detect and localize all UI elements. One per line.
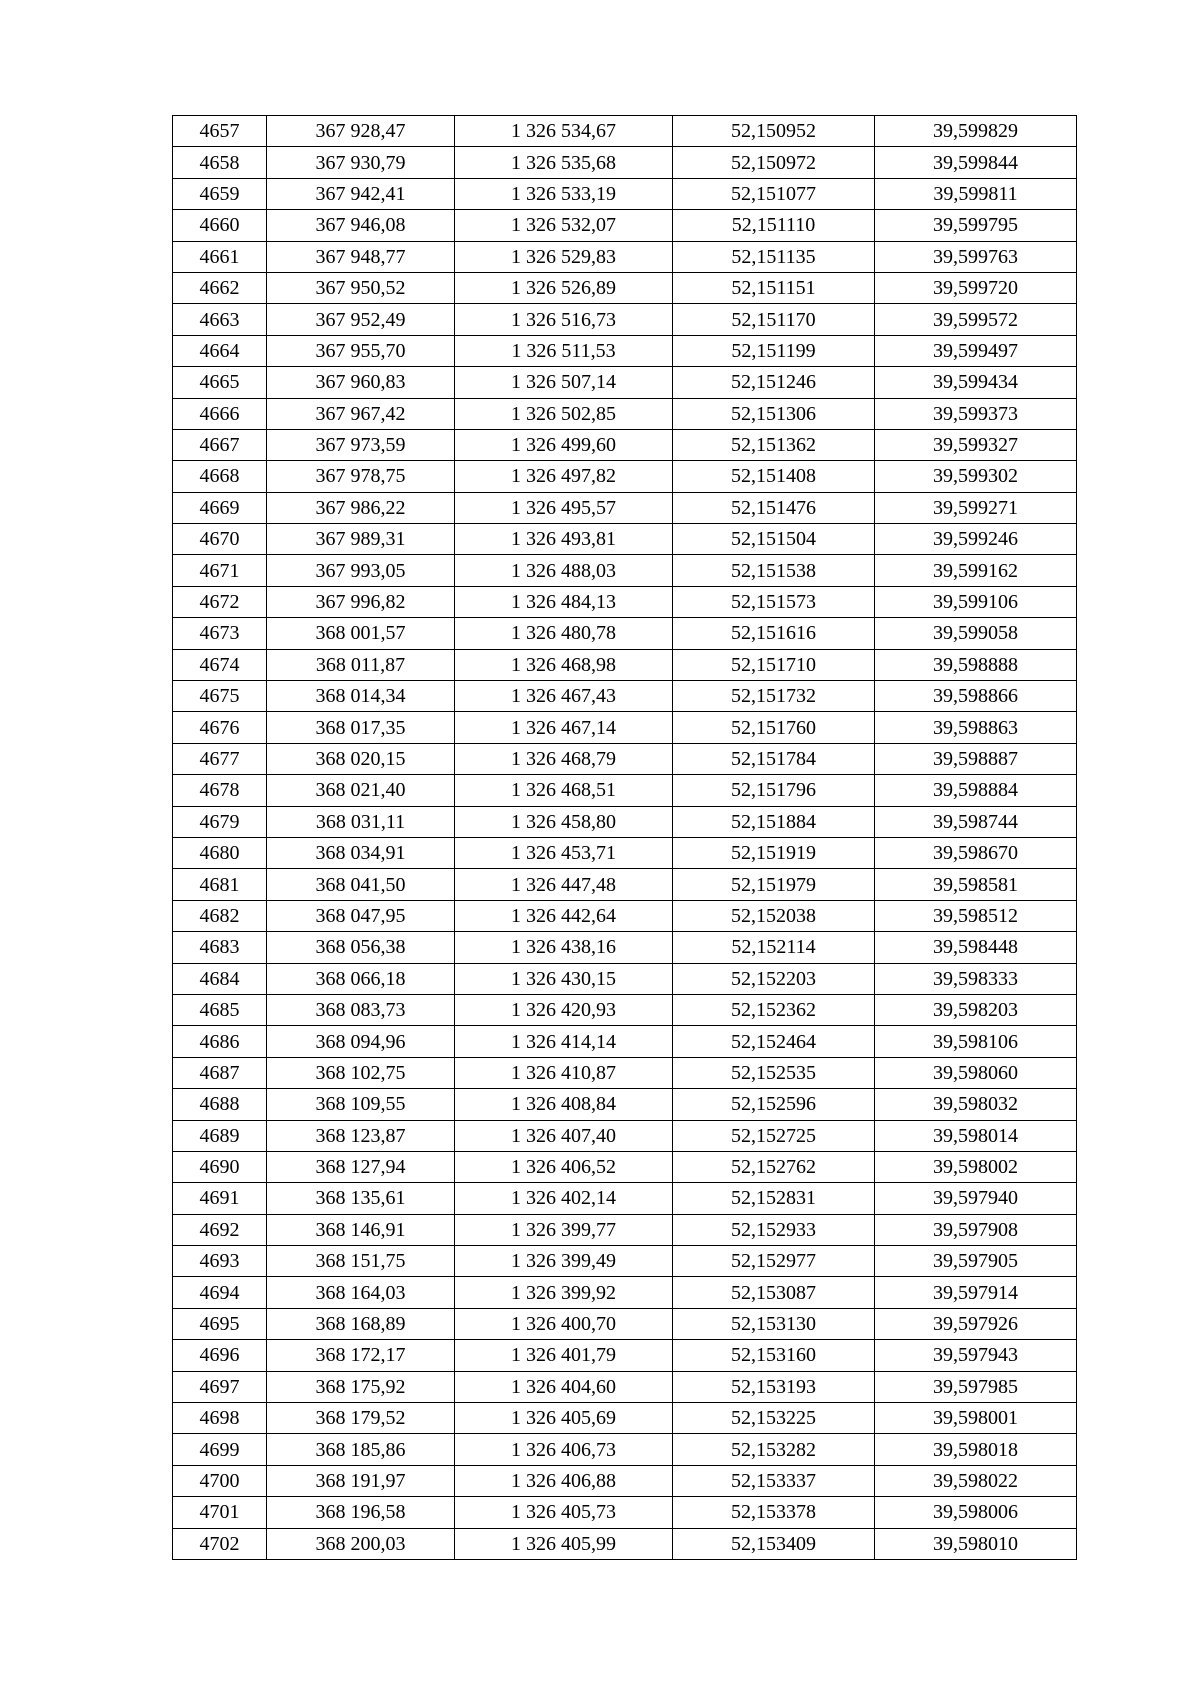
x-coordinate-cell: 367 986,22 [267,492,455,523]
longitude-cell: 39,598863 [875,712,1077,743]
longitude-cell: 39,599572 [875,304,1077,335]
table-row [173,837,1077,868]
table-row [173,210,1077,241]
x-coordinate-cell: 368 083,73 [267,994,455,1025]
longitude-cell: 39,597940 [875,1183,1077,1214]
table-row [173,1403,1077,1434]
longitude-cell: 39,598581 [875,869,1077,900]
longitude-cell: 39,599844 [875,147,1077,178]
longitude-cell: 39,598670 [875,837,1077,868]
y-coordinate-cell: 1 326 484,13 [455,586,673,617]
longitude-cell: 39,599373 [875,398,1077,429]
x-coordinate-cell: 368 172,17 [267,1340,455,1371]
x-coordinate-cell: 368 094,96 [267,1026,455,1057]
x-coordinate-cell: 367 952,49 [267,304,455,335]
y-coordinate-cell: 1 326 532,07 [455,210,673,241]
x-coordinate-cell: 368 001,57 [267,618,455,649]
point-number-cell: 4671 [173,555,267,586]
x-coordinate-cell: 368 047,95 [267,900,455,931]
x-coordinate-cell: 367 946,08 [267,210,455,241]
latitude-cell: 52,152535 [673,1057,875,1088]
longitude-cell: 39,598866 [875,681,1077,712]
y-coordinate-cell: 1 326 529,83 [455,241,673,272]
latitude-cell: 52,150972 [673,147,875,178]
x-coordinate-cell: 368 146,91 [267,1214,455,1245]
table-row [173,461,1077,492]
table-row [173,712,1077,743]
point-number-cell: 4693 [173,1246,267,1277]
y-coordinate-cell: 1 326 534,67 [455,116,673,147]
point-number-cell: 4698 [173,1403,267,1434]
y-coordinate-cell: 1 326 480,78 [455,618,673,649]
longitude-cell: 39,598032 [875,1089,1077,1120]
latitude-cell: 52,151504 [673,524,875,555]
point-number-cell: 4658 [173,147,267,178]
latitude-cell: 52,152977 [673,1246,875,1277]
point-number-cell: 4679 [173,806,267,837]
latitude-cell: 52,153160 [673,1340,875,1371]
point-number-cell: 4702 [173,1528,267,1559]
table-row [173,1371,1077,1402]
y-coordinate-cell: 1 326 516,73 [455,304,673,335]
longitude-cell: 39,598106 [875,1026,1077,1057]
table-row [173,335,1077,366]
table-row [173,1465,1077,1496]
table-row [173,1340,1077,1371]
x-coordinate-cell: 368 191,97 [267,1465,455,1496]
point-number-cell: 4697 [173,1371,267,1402]
longitude-cell: 39,599162 [875,555,1077,586]
table-row [173,932,1077,963]
point-number-cell: 4691 [173,1183,267,1214]
latitude-cell: 52,151796 [673,775,875,806]
x-coordinate-cell: 368 200,03 [267,1528,455,1559]
table-row [173,743,1077,774]
point-number-cell: 4692 [173,1214,267,1245]
latitude-cell: 52,152762 [673,1151,875,1182]
y-coordinate-cell: 1 326 468,79 [455,743,673,774]
x-coordinate-cell: 367 930,79 [267,147,455,178]
table-row [173,1026,1077,1057]
longitude-cell: 39,598001 [875,1403,1077,1434]
latitude-cell: 52,151362 [673,429,875,460]
table-row [173,994,1077,1025]
y-coordinate-cell: 1 326 430,15 [455,963,673,994]
y-coordinate-cell: 1 326 406,88 [455,1465,673,1496]
point-number-cell: 4674 [173,649,267,680]
coordinates-table [172,115,1077,1560]
point-number-cell: 4683 [173,932,267,963]
y-coordinate-cell: 1 326 406,73 [455,1434,673,1465]
y-coordinate-cell: 1 326 408,84 [455,1089,673,1120]
y-coordinate-cell: 1 326 414,14 [455,1026,673,1057]
latitude-cell: 52,151919 [673,837,875,868]
point-number-cell: 4699 [173,1434,267,1465]
x-coordinate-cell: 368 017,35 [267,712,455,743]
longitude-cell: 39,599327 [875,429,1077,460]
x-coordinate-cell: 368 056,38 [267,932,455,963]
x-coordinate-cell: 368 020,15 [267,743,455,774]
point-number-cell: 4677 [173,743,267,774]
latitude-cell: 52,152203 [673,963,875,994]
y-coordinate-cell: 1 326 402,14 [455,1183,673,1214]
longitude-cell: 39,598002 [875,1151,1077,1182]
table-row [173,147,1077,178]
y-coordinate-cell: 1 326 458,80 [455,806,673,837]
longitude-cell: 39,598888 [875,649,1077,680]
longitude-cell: 39,597914 [875,1277,1077,1308]
longitude-cell: 39,599497 [875,335,1077,366]
y-coordinate-cell: 1 326 399,49 [455,1246,673,1277]
x-coordinate-cell: 368 185,86 [267,1434,455,1465]
latitude-cell: 52,152038 [673,900,875,931]
point-number-cell: 4685 [173,994,267,1025]
latitude-cell: 52,153337 [673,1465,875,1496]
point-number-cell: 4675 [173,681,267,712]
y-coordinate-cell: 1 326 468,98 [455,649,673,680]
latitude-cell: 52,151760 [673,712,875,743]
table-row [173,1120,1077,1151]
y-coordinate-cell: 1 326 399,77 [455,1214,673,1245]
longitude-cell: 39,598018 [875,1434,1077,1465]
y-coordinate-cell: 1 326 438,16 [455,932,673,963]
latitude-cell: 52,151246 [673,367,875,398]
x-coordinate-cell: 368 011,87 [267,649,455,680]
table-row [173,1308,1077,1339]
latitude-cell: 52,151135 [673,241,875,272]
table-row [173,649,1077,680]
longitude-cell: 39,598884 [875,775,1077,806]
table-row [173,1183,1077,1214]
latitude-cell: 52,151408 [673,461,875,492]
x-coordinate-cell: 367 973,59 [267,429,455,460]
y-coordinate-cell: 1 326 526,89 [455,272,673,303]
table-row [173,304,1077,335]
x-coordinate-cell: 367 993,05 [267,555,455,586]
longitude-cell: 39,597943 [875,1340,1077,1371]
point-number-cell: 4657 [173,116,267,147]
longitude-cell: 39,597908 [875,1214,1077,1245]
latitude-cell: 52,153087 [673,1277,875,1308]
y-coordinate-cell: 1 326 405,73 [455,1497,673,1528]
x-coordinate-cell: 368 175,92 [267,1371,455,1402]
x-coordinate-cell: 367 967,42 [267,398,455,429]
table-row [173,367,1077,398]
table-row [173,963,1077,994]
longitude-cell: 39,597926 [875,1308,1077,1339]
y-coordinate-cell: 1 326 497,82 [455,461,673,492]
y-coordinate-cell: 1 326 533,19 [455,178,673,209]
latitude-cell: 52,151077 [673,178,875,209]
x-coordinate-cell: 368 135,61 [267,1183,455,1214]
x-coordinate-cell: 367 996,82 [267,586,455,617]
latitude-cell: 52,153282 [673,1434,875,1465]
x-coordinate-cell: 368 041,50 [267,869,455,900]
x-coordinate-cell: 367 942,41 [267,178,455,209]
x-coordinate-cell: 368 014,34 [267,681,455,712]
longitude-cell: 39,598060 [875,1057,1077,1088]
table-row [173,492,1077,523]
y-coordinate-cell: 1 326 507,14 [455,367,673,398]
point-number-cell: 4666 [173,398,267,429]
y-coordinate-cell: 1 326 468,51 [455,775,673,806]
longitude-cell: 39,597905 [875,1246,1077,1277]
longitude-cell: 39,599434 [875,367,1077,398]
longitude-cell: 39,599271 [875,492,1077,523]
x-coordinate-cell: 368 123,87 [267,1120,455,1151]
x-coordinate-cell: 368 102,75 [267,1057,455,1088]
point-number-cell: 4695 [173,1308,267,1339]
y-coordinate-cell: 1 326 467,14 [455,712,673,743]
y-coordinate-cell: 1 326 406,52 [455,1151,673,1182]
point-number-cell: 4672 [173,586,267,617]
table-row [173,775,1077,806]
y-coordinate-cell: 1 326 442,64 [455,900,673,931]
point-number-cell: 4676 [173,712,267,743]
point-number-cell: 4696 [173,1340,267,1371]
longitude-cell: 39,599058 [875,618,1077,649]
y-coordinate-cell: 1 326 405,99 [455,1528,673,1559]
point-number-cell: 4688 [173,1089,267,1120]
x-coordinate-cell: 368 164,03 [267,1277,455,1308]
y-coordinate-cell: 1 326 467,43 [455,681,673,712]
latitude-cell: 52,151979 [673,869,875,900]
x-coordinate-cell: 367 989,31 [267,524,455,555]
table-row [173,1057,1077,1088]
point-number-cell: 4660 [173,210,267,241]
point-number-cell: 4661 [173,241,267,272]
longitude-cell: 39,599829 [875,116,1077,147]
table-row [173,1277,1077,1308]
y-coordinate-cell: 1 326 502,85 [455,398,673,429]
latitude-cell: 52,151710 [673,649,875,680]
point-number-cell: 4686 [173,1026,267,1057]
y-coordinate-cell: 1 326 493,81 [455,524,673,555]
longitude-cell: 39,598887 [875,743,1077,774]
latitude-cell: 52,152114 [673,932,875,963]
latitude-cell: 52,151573 [673,586,875,617]
table-row [173,178,1077,209]
latitude-cell: 52,151306 [673,398,875,429]
table-row [173,398,1077,429]
point-number-cell: 4694 [173,1277,267,1308]
latitude-cell: 52,153193 [673,1371,875,1402]
latitude-cell: 52,152464 [673,1026,875,1057]
table-row [173,1151,1077,1182]
longitude-cell: 39,598010 [875,1528,1077,1559]
y-coordinate-cell: 1 326 404,60 [455,1371,673,1402]
y-coordinate-cell: 1 326 535,68 [455,147,673,178]
x-coordinate-cell: 368 066,18 [267,963,455,994]
latitude-cell: 52,153225 [673,1403,875,1434]
y-coordinate-cell: 1 326 401,79 [455,1340,673,1371]
table-row [173,618,1077,649]
y-coordinate-cell: 1 326 420,93 [455,994,673,1025]
x-coordinate-cell: 368 021,40 [267,775,455,806]
latitude-cell: 52,150952 [673,116,875,147]
longitude-cell: 39,598333 [875,963,1077,994]
latitude-cell: 52,152933 [673,1214,875,1245]
y-coordinate-cell: 1 326 399,92 [455,1277,673,1308]
longitude-cell: 39,599106 [875,586,1077,617]
longitude-cell: 39,598448 [875,932,1077,963]
point-number-cell: 4680 [173,837,267,868]
point-number-cell: 4669 [173,492,267,523]
longitude-cell: 39,598014 [875,1120,1077,1151]
latitude-cell: 52,151616 [673,618,875,649]
x-coordinate-cell: 368 109,55 [267,1089,455,1120]
latitude-cell: 52,151170 [673,304,875,335]
longitude-cell: 39,598744 [875,806,1077,837]
table-row [173,1246,1077,1277]
latitude-cell: 52,153409 [673,1528,875,1559]
latitude-cell: 52,152596 [673,1089,875,1120]
latitude-cell: 52,151151 [673,272,875,303]
x-coordinate-cell: 367 948,77 [267,241,455,272]
y-coordinate-cell: 1 326 447,48 [455,869,673,900]
point-number-cell: 4681 [173,869,267,900]
point-number-cell: 4701 [173,1497,267,1528]
point-number-cell: 4687 [173,1057,267,1088]
x-coordinate-cell: 368 168,89 [267,1308,455,1339]
table-row [173,1214,1077,1245]
table-row [173,241,1077,272]
latitude-cell: 52,151110 [673,210,875,241]
x-coordinate-cell: 367 978,75 [267,461,455,492]
table-row [173,555,1077,586]
x-coordinate-cell: 367 960,83 [267,367,455,398]
table-row [173,1089,1077,1120]
table-row [173,681,1077,712]
longitude-cell: 39,599811 [875,178,1077,209]
table-row [173,586,1077,617]
point-number-cell: 4690 [173,1151,267,1182]
latitude-cell: 52,153130 [673,1308,875,1339]
table-row [173,900,1077,931]
table-row [173,1497,1077,1528]
table-row [173,524,1077,555]
y-coordinate-cell: 1 326 495,57 [455,492,673,523]
longitude-cell: 39,598203 [875,994,1077,1025]
point-number-cell: 4667 [173,429,267,460]
table-row [173,1528,1077,1559]
point-number-cell: 4678 [173,775,267,806]
x-coordinate-cell: 368 034,91 [267,837,455,868]
table-row [173,272,1077,303]
longitude-cell: 39,599302 [875,461,1077,492]
y-coordinate-cell: 1 326 405,69 [455,1403,673,1434]
y-coordinate-cell: 1 326 488,03 [455,555,673,586]
latitude-cell: 52,152831 [673,1183,875,1214]
point-number-cell: 4664 [173,335,267,366]
table-row [173,869,1077,900]
x-coordinate-cell: 368 151,75 [267,1246,455,1277]
longitude-cell: 39,598512 [875,900,1077,931]
latitude-cell: 52,151199 [673,335,875,366]
point-number-cell: 4663 [173,304,267,335]
latitude-cell: 52,151538 [673,555,875,586]
latitude-cell: 52,151784 [673,743,875,774]
table-row [173,116,1077,147]
table-row [173,806,1077,837]
x-coordinate-cell: 367 928,47 [267,116,455,147]
x-coordinate-cell: 367 955,70 [267,335,455,366]
longitude-cell: 39,599795 [875,210,1077,241]
longitude-cell: 39,598022 [875,1465,1077,1496]
point-number-cell: 4684 [173,963,267,994]
point-number-cell: 4682 [173,900,267,931]
latitude-cell: 52,153378 [673,1497,875,1528]
y-coordinate-cell: 1 326 407,40 [455,1120,673,1151]
y-coordinate-cell: 1 326 453,71 [455,837,673,868]
point-number-cell: 4659 [173,178,267,209]
longitude-cell: 39,599720 [875,272,1077,303]
latitude-cell: 52,151884 [673,806,875,837]
point-number-cell: 4700 [173,1465,267,1496]
longitude-cell: 39,599763 [875,241,1077,272]
point-number-cell: 4668 [173,461,267,492]
point-number-cell: 4689 [173,1120,267,1151]
longitude-cell: 39,597985 [875,1371,1077,1402]
coordinates-table-body [173,116,1077,1560]
table-row [173,1434,1077,1465]
y-coordinate-cell: 1 326 511,53 [455,335,673,366]
x-coordinate-cell: 368 196,58 [267,1497,455,1528]
longitude-cell: 39,599246 [875,524,1077,555]
x-coordinate-cell: 368 127,94 [267,1151,455,1182]
x-coordinate-cell: 368 179,52 [267,1403,455,1434]
latitude-cell: 52,151732 [673,681,875,712]
latitude-cell: 52,152725 [673,1120,875,1151]
x-coordinate-cell: 368 031,11 [267,806,455,837]
table-row [173,429,1077,460]
latitude-cell: 52,151476 [673,492,875,523]
point-number-cell: 4673 [173,618,267,649]
y-coordinate-cell: 1 326 410,87 [455,1057,673,1088]
y-coordinate-cell: 1 326 499,60 [455,429,673,460]
point-number-cell: 4670 [173,524,267,555]
longitude-cell: 39,598006 [875,1497,1077,1528]
point-number-cell: 4662 [173,272,267,303]
x-coordinate-cell: 367 950,52 [267,272,455,303]
latitude-cell: 52,152362 [673,994,875,1025]
y-coordinate-cell: 1 326 400,70 [455,1308,673,1339]
point-number-cell: 4665 [173,367,267,398]
